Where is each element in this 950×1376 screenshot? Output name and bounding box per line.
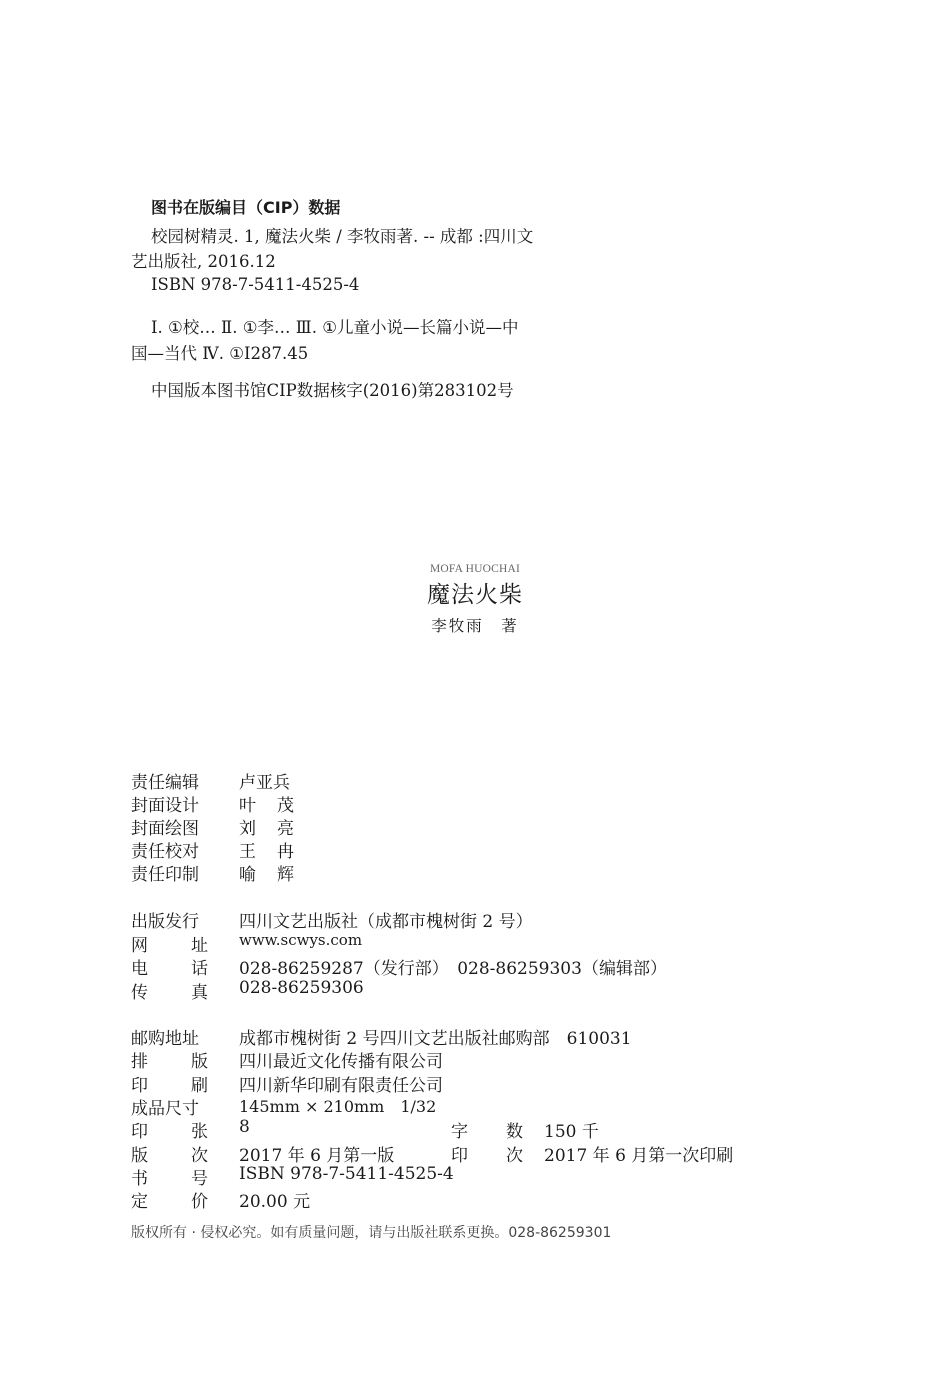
name-char: 冉 <box>277 842 294 862</box>
words-label: 字 数 <box>451 1122 523 1142</box>
sheets-label: 印 张 <box>131 1122 208 1142</box>
sheets-value: 8 <box>239 1117 250 1137</box>
staff-value <box>239 791 294 816</box>
staff-label: 封面设计 <box>131 796 199 816</box>
name-char: 刘 <box>239 819 256 839</box>
size-label: 成品尺寸 <box>131 1099 199 1119</box>
cip-line-4: Ⅰ. ①校… Ⅱ. ①李… Ⅲ. ①儿童小说—长篇小说—中 <box>151 318 519 337</box>
name-char: 茂 <box>277 796 294 816</box>
book-title-pinyin: MOFA HUOCHAI <box>429 563 521 575</box>
name-char: 辉 <box>277 865 294 885</box>
cip-line-2: 艺出版社, 2016.12 <box>131 252 276 271</box>
copyright-notice: 版权所有 · 侵权必究。如有质量问题，请与出版社联系更换。028-86259301 <box>131 1225 612 1241</box>
cip-line-5: 国—当代 Ⅳ. ①I287.45 <box>131 344 309 363</box>
staff-value: 卢亚兵 <box>239 773 290 793</box>
cip-line-3: ISBN 978-7-5411-4525-4 <box>151 275 360 294</box>
isbn-value: ISBN 978-7-5411-4525-4 <box>239 1164 454 1184</box>
words-value: 150 千 <box>544 1122 599 1142</box>
website-label: 网 址 <box>131 936 208 956</box>
cip-line-6: 中国版本图书馆CIP数据核字(2016)第283102号 <box>151 381 514 400</box>
cip-title: 图书在版编目（CIP）数据 <box>151 198 341 217</box>
staff-label: 责任印制 <box>131 865 199 885</box>
staff-value <box>239 837 294 862</box>
publisher-label: 出版发行 <box>131 912 199 932</box>
book-author: 李牧雨 著 <box>431 617 519 635</box>
price-value: 20.00 元 <box>239 1192 311 1212</box>
typeset-value: 四川最近文化传播有限公司 <box>239 1052 443 1072</box>
staff-value <box>239 814 294 839</box>
name-char: 亮 <box>277 819 294 839</box>
staff-label: 封面绘图 <box>131 819 199 839</box>
fax-value: 028-86259306 <box>239 978 364 998</box>
website-value: www.scwys.com <box>239 931 363 949</box>
mail-value: 成都市槐树街 2 号四川文艺出版社邮购部 610031 <box>239 1029 632 1049</box>
printer-value: 四川新华印刷有限责任公司 <box>239 1076 443 1096</box>
printer-label: 印 刷 <box>131 1076 208 1096</box>
mail-label: 邮购地址 <box>131 1029 199 1049</box>
phone-value: 028-86259287（发行部） 028-86259303（编辑部） <box>239 959 667 979</box>
staff-value <box>239 860 294 885</box>
edition-value: 2017 年 6 月第一版 <box>239 1146 395 1166</box>
name-char: 叶 <box>239 796 256 816</box>
staff-label: 责任编辑 <box>131 773 199 793</box>
name-char: 喻 <box>239 865 256 885</box>
price-label: 定 价 <box>131 1192 208 1212</box>
book-title: 魔法火柴 <box>427 582 523 608</box>
fax-label: 传 真 <box>131 983 208 1003</box>
impression-label: 印 次 <box>451 1146 523 1166</box>
size-value: 145mm × 210mm 1/32 <box>239 1097 437 1116</box>
publisher-value: 四川文艺出版社（成都市槐树街 2 号） <box>239 912 533 932</box>
typeset-label: 排 版 <box>131 1052 208 1072</box>
name-char: 王 <box>239 842 256 862</box>
staff-label: 责任校对 <box>131 842 199 862</box>
impression-value: 2017 年 6 月第一次印刷 <box>544 1146 734 1166</box>
isbn-label: 书 号 <box>131 1169 208 1189</box>
edition-label: 版 次 <box>131 1146 208 1166</box>
cip-line-1: 校园树精灵. 1, 魔法火柴 / 李牧雨著. -- 成都 :四川文 <box>151 227 534 246</box>
phone-label: 电 话 <box>131 959 208 979</box>
